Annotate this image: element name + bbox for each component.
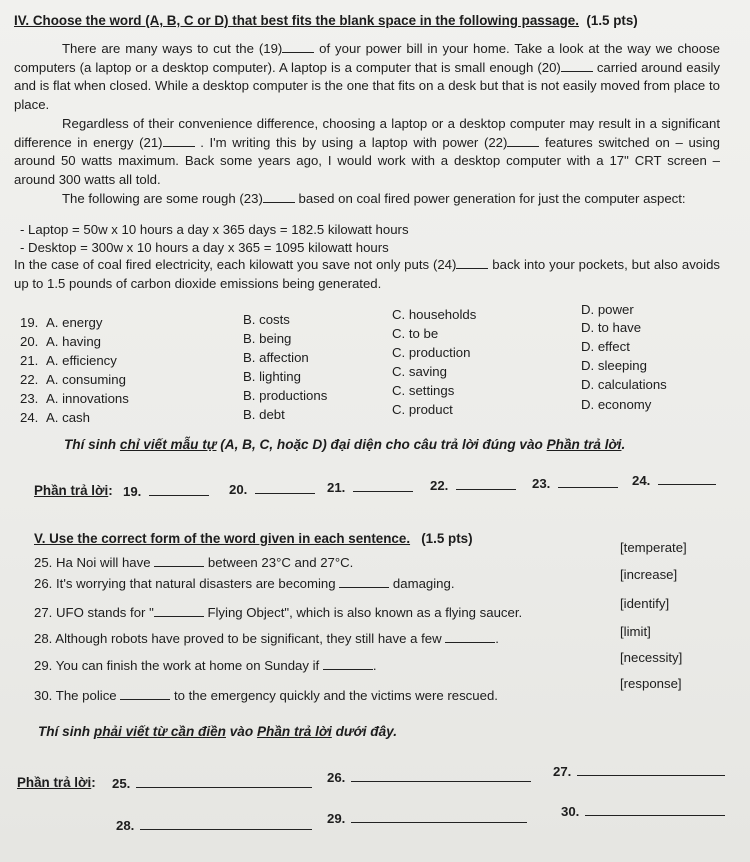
item-27-text: UFO stands for ": [56, 605, 154, 620]
instruction-emphasis: Phần trả lời: [546, 437, 622, 452]
laptop-calculation: - Laptop = 50w x 10 hours a day x 365 days = 182.5 kilowatt hours: [20, 222, 409, 237]
blank-19[interactable]: [282, 41, 314, 53]
option-24-b[interactable]: B. debt: [243, 407, 285, 422]
blank-21-label: (21): [139, 134, 163, 150]
blank-22[interactable]: [507, 135, 539, 147]
blank-24[interactable]: [456, 257, 488, 269]
instruction-emphasis: phải viết từ cần điền: [93, 724, 226, 739]
item-26-blank[interactable]: [339, 576, 389, 588]
blank-22-label: (22): [483, 134, 508, 150]
answer-20-number: 20.: [229, 482, 248, 497]
item-28-text: Although robots have proved to be significant, they still have a few: [55, 631, 446, 646]
answer-28-number: 28.: [116, 818, 135, 833]
answer-24: [632, 472, 716, 489]
item-26: [34, 576, 455, 592]
option-24-d[interactable]: D. economy: [581, 397, 652, 412]
blank-23[interactable]: [263, 191, 295, 203]
item-26-text: damaging.: [389, 576, 455, 591]
passage-text: In the case of coal fired electricity, each kilowatt you save not only puts: [14, 257, 433, 272]
option-22-a[interactable]: A. consuming: [46, 372, 126, 387]
item-27-blank[interactable]: [154, 605, 204, 617]
answer-23-blank[interactable]: [558, 475, 618, 488]
answer-22-number: 22.: [430, 478, 449, 493]
item-29-number: 29.: [34, 658, 53, 673]
answer-22-blank[interactable]: [456, 477, 516, 490]
question-19-number: 19.: [20, 315, 39, 330]
answer-label-text: Phần trả lời: [34, 483, 109, 498]
blank-20-label: (20): [537, 59, 561, 75]
option-24-a[interactable]: A. cash: [46, 410, 90, 425]
instruction-emphasis: chỉ viết mẫu tự: [119, 437, 217, 452]
answer-23: [532, 475, 618, 492]
item-27-word: [identify]: [620, 596, 670, 611]
item-28-word: [limit]: [620, 624, 651, 639]
answer-27-blank[interactable]: [577, 763, 725, 776]
answer-21-number: 21.: [327, 480, 346, 495]
instruction-text: Thí sinh: [64, 437, 120, 452]
instruction-text: dưới đây.: [331, 724, 397, 739]
answer-label-colon: :: [108, 483, 113, 498]
answer-21: [327, 479, 413, 496]
answer-25-number: 25.: [112, 776, 131, 791]
answer-29-blank[interactable]: [351, 810, 527, 823]
question-22-number: 22.: [20, 372, 39, 387]
item-27-number: 27.: [34, 605, 53, 620]
passage-text: . I'm writing this by using a laptop with power: [194, 134, 484, 150]
answer-23-number: 23.: [532, 476, 551, 491]
option-21-c[interactable]: C. production: [392, 345, 471, 360]
option-21-b[interactable]: B. affection: [243, 350, 309, 365]
answer-label-4: [34, 483, 113, 499]
item-30-blank[interactable]: [120, 688, 170, 700]
question-20-number: 20.: [20, 334, 39, 349]
item-27-text: Flying Object", which is also known as a flying saucer.: [203, 605, 523, 620]
item-29-text: You can finish the work at home on Sunday if: [55, 658, 323, 673]
blank-19-label: (19): [258, 41, 283, 56]
option-21-d[interactable]: D. effect: [581, 339, 630, 354]
option-21-a[interactable]: A. efficiency: [46, 353, 117, 368]
item-26-number: 26.: [34, 576, 53, 591]
item-29-blank[interactable]: [323, 658, 373, 670]
option-23-a[interactable]: A. innovations: [46, 391, 129, 406]
option-19-c[interactable]: C. households: [392, 307, 477, 322]
answer-22: [430, 477, 516, 494]
answer-30: [561, 803, 725, 820]
section-5-heading: [34, 531, 473, 547]
answer-28-blank[interactable]: [140, 817, 312, 830]
section-4-title: IV. Choose the word (A, B, C or D) that best fits the blank space in the following passage.: [14, 13, 579, 28]
item-30: [34, 688, 498, 704]
item-25-blank[interactable]: [154, 555, 204, 567]
item-26-text: It's worrying that natural disasters are becoming: [56, 576, 340, 591]
answer-27: [553, 763, 725, 780]
passage-text: based on coal fired power generation for just the computer aspect:: [294, 191, 686, 206]
answer-19-blank[interactable]: [149, 483, 209, 496]
answer-27-number: 27.: [553, 764, 572, 779]
item-30-word: [response]: [620, 676, 682, 691]
option-20-c[interactable]: C. to be: [392, 326, 439, 341]
answer-19: [123, 483, 209, 500]
question-21-number: 21.: [20, 353, 39, 368]
answer-26-number: 26.: [327, 770, 346, 785]
blank-20[interactable]: [561, 60, 593, 72]
passage-text: The following are some rough: [62, 191, 240, 206]
option-22-b[interactable]: B. lighting: [243, 369, 301, 384]
item-25: [34, 555, 353, 571]
option-22-c[interactable]: C. saving: [392, 364, 447, 379]
answer-29: [327, 810, 527, 827]
answer-25: [112, 775, 312, 792]
passage-paragraph-3: [14, 190, 720, 209]
question-24-number: 24.: [20, 410, 39, 425]
answer-28: [116, 817, 312, 834]
answer-25-blank[interactable]: [136, 775, 312, 788]
item-29-text: .: [372, 658, 377, 673]
answer-30-blank[interactable]: [585, 803, 725, 816]
item-26-word: [increase]: [620, 567, 678, 582]
item-27: [34, 605, 522, 621]
option-24-c[interactable]: C. product: [392, 402, 453, 417]
option-19-b[interactable]: B. costs: [243, 312, 290, 327]
option-23-d[interactable]: D. calculations: [581, 377, 667, 392]
blank-23-label: (23): [239, 191, 263, 206]
passage-text: Regardless of their convenience difference, choosing a laptop or a desktop computer may result in a significant difference in energy: [14, 116, 720, 150]
item-28-text: .: [495, 631, 499, 646]
answer-29-number: 29.: [327, 811, 346, 826]
item-29: [34, 658, 377, 674]
option-22-d[interactable]: D. sleeping: [581, 358, 647, 373]
option-19-a[interactable]: A. energy: [46, 315, 103, 330]
answer-26-blank[interactable]: [351, 769, 531, 782]
answer-20: [229, 481, 315, 498]
section-4-heading: [14, 13, 638, 29]
blank-21[interactable]: [163, 135, 195, 147]
option-23-c[interactable]: C. settings: [392, 383, 455, 398]
instruction-emphasis: Phần trả lời: [256, 724, 332, 739]
instruction-text: (A, B, C, hoặc D) đại diện cho câu trả lời đúng vào: [216, 437, 547, 452]
answer-21-blank[interactable]: [353, 479, 413, 492]
item-25-word: [temperate]: [620, 540, 687, 555]
question-23-number: 23.: [20, 391, 39, 406]
passage-text: of your power bill in your home. Take a look at the way we choose computers (a laptop or a desktop computer). A laptop is a computer that is small enough: [14, 41, 721, 75]
item-25-text: Ha Noi will have: [56, 555, 155, 570]
passage-paragraph-2: [14, 115, 720, 190]
answer-30-number: 30.: [561, 804, 580, 819]
item-25-text: between 23°C and 27°C.: [204, 555, 354, 570]
section-5-instruction: [38, 724, 397, 740]
blank-24-label: (24): [432, 257, 457, 272]
answer-26: [327, 769, 531, 786]
passage-text: There are many ways to cut the: [62, 41, 259, 56]
instruction-text: vào: [225, 724, 257, 739]
desktop-calculation: - Desktop = 300w x 10 hours a day x 365 = 1095 kilowatt hours: [20, 240, 389, 255]
answer-label-colon: :: [91, 775, 96, 790]
item-30-text: The police: [55, 688, 121, 703]
option-20-b[interactable]: B. being: [243, 331, 292, 346]
item-25-number: 25.: [34, 555, 53, 570]
section-4-instruction: [64, 437, 625, 453]
passage-paragraph-1: [14, 40, 720, 115]
answer-20-blank[interactable]: [255, 481, 315, 494]
answer-19-number: 19.: [123, 484, 142, 499]
passage-text: back into your pockets, but also avoids up to 1.5 pounds of carbon dioxide emissions being generated.: [14, 257, 720, 291]
passage-text: features switched on – using around 50 watts maximum. Back some years ago, I would work with a desktop computer with a 17" CRT screen – around 300 watts all told.: [14, 134, 720, 188]
passage-paragraph-4: [14, 256, 720, 293]
answer-label-text: Phần trả lời: [17, 775, 92, 790]
option-20-a[interactable]: A. having: [46, 334, 101, 349]
answer-24-number: 24.: [632, 473, 651, 488]
option-20-d[interactable]: D. to have: [581, 320, 642, 335]
item-28-blank[interactable]: [445, 631, 495, 643]
item-28-number: 28.: [34, 631, 53, 646]
item-28: [34, 631, 499, 647]
item-30-number: 30.: [34, 688, 53, 703]
answer-label-5: [17, 775, 96, 791]
section-5-points: (1.5 pts): [421, 531, 473, 546]
option-19-d[interactable]: D. power: [581, 302, 634, 317]
item-30-text: to the emergency quickly and the victims were rescued.: [170, 688, 498, 703]
item-29-word: [necessity]: [620, 650, 683, 665]
option-23-b[interactable]: B. productions: [243, 388, 328, 403]
answer-24-blank[interactable]: [658, 472, 716, 485]
instruction-text: .: [621, 437, 626, 452]
section-5-title: V. Use the correct form of the word given in each sentence.: [34, 531, 411, 546]
section-4-points: (1.5 pts): [586, 13, 638, 28]
passage-text: carried around easily and is flat when closed. While a desktop computer is the one that fits on a desk but that is not easily moved from place to place.: [14, 59, 720, 113]
instruction-text: Thí sinh: [38, 724, 94, 739]
